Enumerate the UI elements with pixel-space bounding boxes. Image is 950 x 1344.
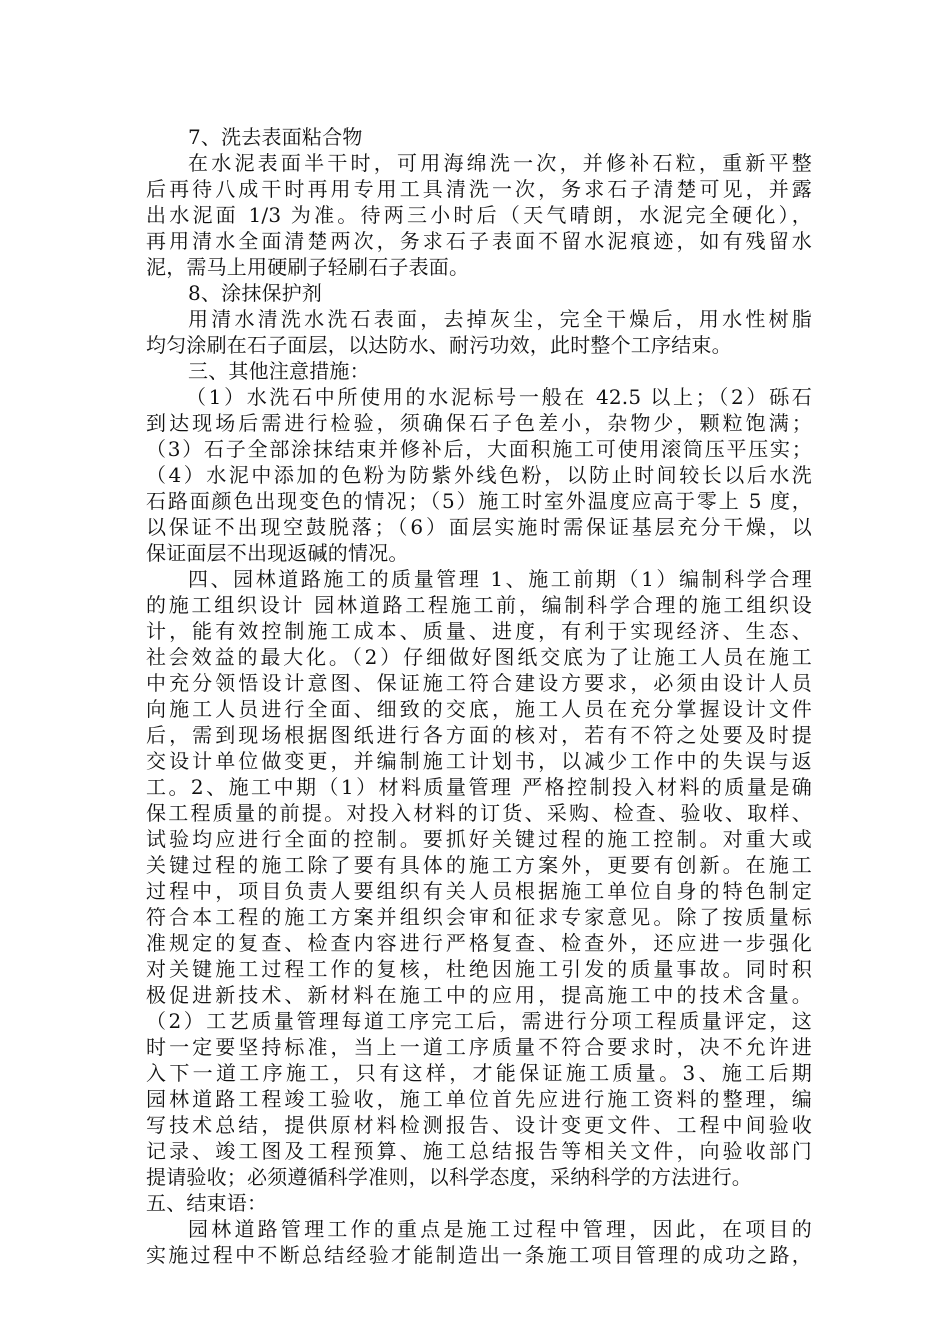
- text-line: （4）水泥中添加的色粉为防紫外线色粉，以防止时间较长以后水洗: [146, 463, 812, 487]
- text-line: 关键过程的施工除了要有具体的施工方案外，更要有创新。在施工: [146, 853, 812, 877]
- text-line: 用清水清洗水洗石表面，去掉灰尘，完全干燥后，用水性树脂: [188, 307, 812, 331]
- text-line: 五、结束语：: [146, 1191, 268, 1215]
- text-line: 到达现场后需进行检验，须确保石子色差小，杂物少，颗粒饱满；: [146, 411, 812, 435]
- text-line: 保工程质量的前提。对投入材料的订货、采购、检查、验收、取样、: [146, 801, 812, 825]
- text-line: 计，能有效控制施工成本、质量、进度，有利于实现经济、生态、: [146, 619, 812, 643]
- text-line: 向施工人员进行全面、细致的交底，施工人员在充分掌握设计文件: [146, 697, 812, 721]
- text-line: 出水泥面 1/3 为准。待两三小时后（天气晴朗，水泥完全硬化），: [146, 203, 812, 227]
- text-line: 后再待八成干时再用专用工具清洗一次，务求石子清楚可见，并露: [146, 177, 812, 201]
- text-line: 社会效益的最大化。（2）仔细做好图纸交底为了让施工人员在施工: [146, 645, 812, 669]
- text-line: 写技术总结，提供原材料检测报告、设计变更文件、工程中间验收: [146, 1113, 812, 1137]
- text-line: 时一定要坚持标准，当上一道工序质量不符合要求时，决不允许进: [146, 1035, 812, 1059]
- text-line: 再用清水全面清楚两次，务求石子表面不留水泥痕迹，如有残留水: [146, 229, 812, 253]
- text-line: （3）石子全部涂抹结束并修补后，大面积施工可使用滚筒压平压实；: [146, 437, 812, 461]
- text-line: 过程中，项目负责人要组织有关人员根据施工单位自身的特色制定: [146, 879, 812, 903]
- text-line: 三、其他注意措施：: [188, 359, 370, 383]
- text-line: 四、园林道路施工的质量管理 1、施工前期（1）编制科学合理: [188, 567, 812, 591]
- text-line: 提请验收；必须遵循科学准则，以科学态度，采纳科学的方法进行。: [146, 1165, 752, 1189]
- text-line: 泥，需马上用硬刷子轻刷石子表面。: [146, 255, 470, 279]
- text-line: 在水泥表面半干时，可用海绵洗一次，并修补石粒，重新平整: [188, 151, 812, 175]
- text-line: 对关键施工过程工作的复核，杜绝因施工引发的质量事故。同时积: [146, 957, 812, 981]
- text-line: （2）工艺质量管理每道工序完工后，需进行分项工程质量评定，这: [146, 1009, 812, 1033]
- text-line: 8、涂抹保护剂: [188, 281, 323, 305]
- text-line: 入下一道工序施工，只有这样，才能保证施工质量。3、施工后期: [146, 1061, 812, 1085]
- text-line: 交设计单位做变更，并编制施工计划书，以减少工作中的失误与返: [146, 749, 812, 773]
- text-line: 园林道路管理工作的重点是施工过程中管理，因此，在项目的: [188, 1217, 812, 1241]
- text-line: 记录、竣工图及工程预算、施工总结报告等相关文件，向验收部门: [146, 1139, 812, 1163]
- text-line: 工。2、施工中期（1）材料质量管理 严格控制投入材料的质量是确: [146, 775, 812, 799]
- text-line: 7、洗去表面粘合物: [188, 125, 363, 149]
- text-line: 中充分领悟设计意图、保证施工符合建设方要求，必须由设计人员: [146, 671, 812, 695]
- text-line: 均匀涂刷在石子面层，以达防水、耐污功效，此时整个工序结束。: [146, 333, 732, 357]
- text-line: 石路面颜色出现变色的情况；（5）施工时室外温度应高于零上 5 度，: [146, 489, 812, 513]
- text-line: 准规定的复查、检查内容进行严格复查、检查外，还应进一步强化: [146, 931, 812, 955]
- text-line: 保证面层不出现返碱的情况。: [146, 541, 409, 565]
- text-line: 园林道路工程竣工验收，施工单位首先应进行施工资料的整理，编: [146, 1087, 812, 1111]
- text-line: 极促进新技术、新材料在施工中的应用，提高施工中的技术含量。: [146, 983, 812, 1007]
- text-line: 后，需到现场根据图纸进行各方面的核对，若有不符之处要及时提: [146, 723, 812, 747]
- text-line: 试验均应进行全面的控制。要抓好关键过程的施工控制。对重大或: [146, 827, 812, 851]
- text-line: 符合本工程的施工方案并组织会审和征求专家意见。除了按质量标: [146, 905, 812, 929]
- text-line: 实施过程中不断总结经验才能制造出一条施工项目管理的成功之路，: [146, 1243, 812, 1267]
- text-line: 的施工组织设计 园林道路工程施工前，编制科学合理的施工组织设: [146, 593, 812, 617]
- text-line: （1）水洗石中所使用的水泥标号一般在 42.5 以上；（2）砾石: [186, 385, 812, 409]
- document-body: [146, 124, 812, 1268]
- text-line: 以保证不出现空鼓脱落；（6）面层实施时需保证基层充分干燥，以: [146, 515, 812, 539]
